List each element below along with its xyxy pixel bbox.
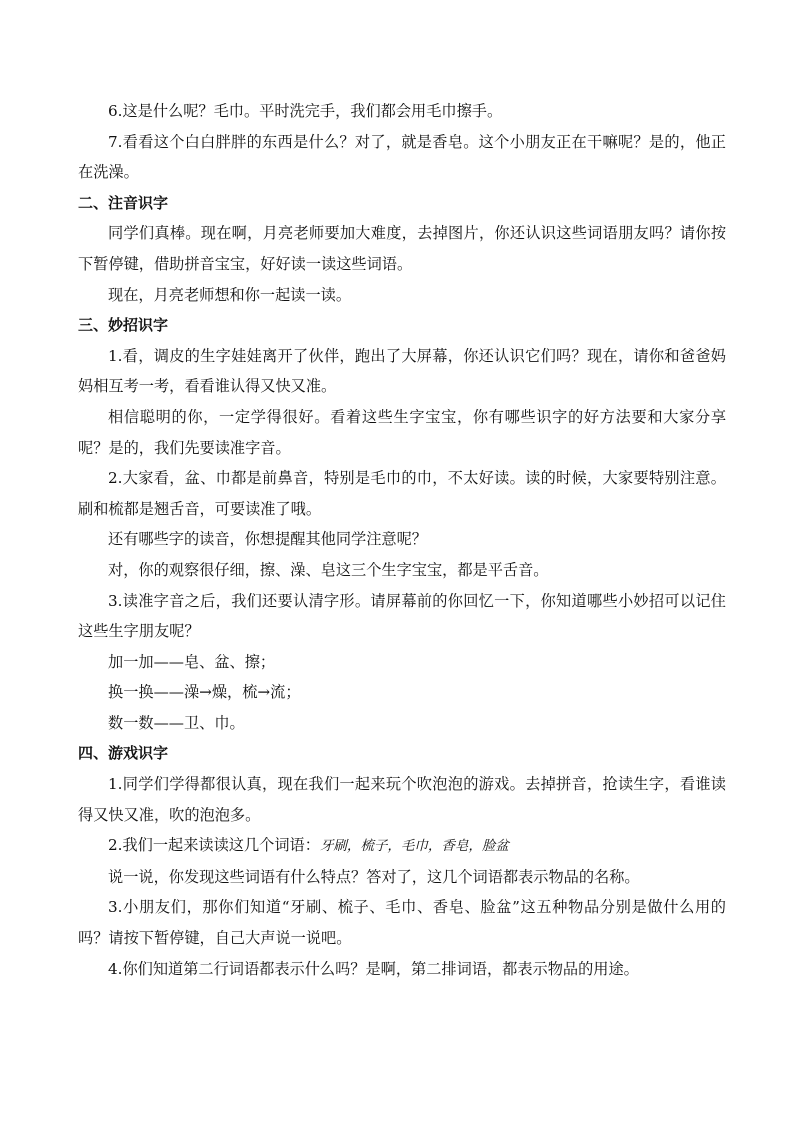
paragraph-6: 6.这是什么呢？毛巾。平时洗完手，我们都会用毛巾擦手。 <box>108 102 503 120</box>
paragraph-trick-1: 1.看，调皮的生字娃娃离开了伙伴，跑出了大屏幕，你还认识它们吗？现在，请你和爸爸妈妈相互考一考，看看谁认得又快又准。 <box>78 346 726 396</box>
paragraph-game-4: 4.你们知道第二行词语都表示什么吗？是啊，第二排词语，都表示物品的用途。 <box>108 959 639 978</box>
game-2-prefix: 2.我们一起来读读这几个词语： <box>108 836 320 855</box>
paragraph-game-3: 3.小朋友们，那你们知道“牙刷、梳子、毛巾、香皂、脸盆”这五种物品分别是做什么用的吗？请按下暂停键，自己大声说一说吧。 <box>78 898 726 948</box>
paragraph-remind: 还有哪些字的读音，你想提醒其他同学注意呢？ <box>108 530 427 549</box>
word-list: 牙刷，梳子，毛巾，香皂，脸盆 <box>319 838 509 855</box>
paragraph-trick-2: 2.大家看，盆、巾都是前鼻音，特别是毛巾的巾，不太好读。读的时候，大家要特别注意。刷和梳都是翘舌音，可要读准了哦。 <box>78 469 726 518</box>
list-item-add: 加一加——皂、盆、擦； <box>108 652 276 671</box>
section-heading-4: 四、游戏识字 <box>78 744 169 763</box>
paragraph-read-together: 现在，月亮老师想和你一起读一读。 <box>108 285 351 304</box>
list-item-count: 数一数——卫、巾。 <box>108 713 245 732</box>
paragraph-trick-3: 3.读准字音之后，我们还要认清字形。请屏幕前的你回忆一下，你知道哪些小妙招可以记住这些生字朋友呢？ <box>78 591 726 641</box>
paragraph-pinyin-intro: 同学们真棒。现在啊，月亮老师要加大难度，去掉图片，你还认识这些词语朋友吗？请你按下暂停键，借助拼音宝宝，好好读一读这些词语。 <box>78 224 726 273</box>
list-item-swap: 换一换——澡→燥，梳→流； <box>108 683 301 702</box>
paragraph-7: 7.看看这个白白胖胖的东西是什么？对了，就是香皂。这个小朋友正在干嘛呢？是的，他正在洗澡。 <box>78 132 726 182</box>
paragraph-observe: 对，你的观察很仔细，擦、澡、皂这三个生字宝宝，都是平舌音。 <box>108 560 549 579</box>
document-page <box>78 96 726 984</box>
paragraph-game-1: 1.同学们学得都很认真，现在我们一起来玩个吹泡泡的游戏。去掉拼音，抢读生字，看谁读得又快又准，吹的泡泡多。 <box>78 775 726 824</box>
section-heading-2: 二、注音识字 <box>78 193 169 212</box>
paragraph-game-2 <box>78 830 726 862</box>
section-heading-3: 三、妙招识字 <box>78 316 169 335</box>
paragraph-share: 相信聪明的你，一定学得很好。看着这些生字宝宝，你有哪些识字的好方法要和大家分享呢？是的，我们先要读准字音。 <box>78 407 726 457</box>
paragraph-feature: 说一说，你发现这些词语有什么特点？答对了，这几个词语都表示物品的名称。 <box>108 867 640 886</box>
